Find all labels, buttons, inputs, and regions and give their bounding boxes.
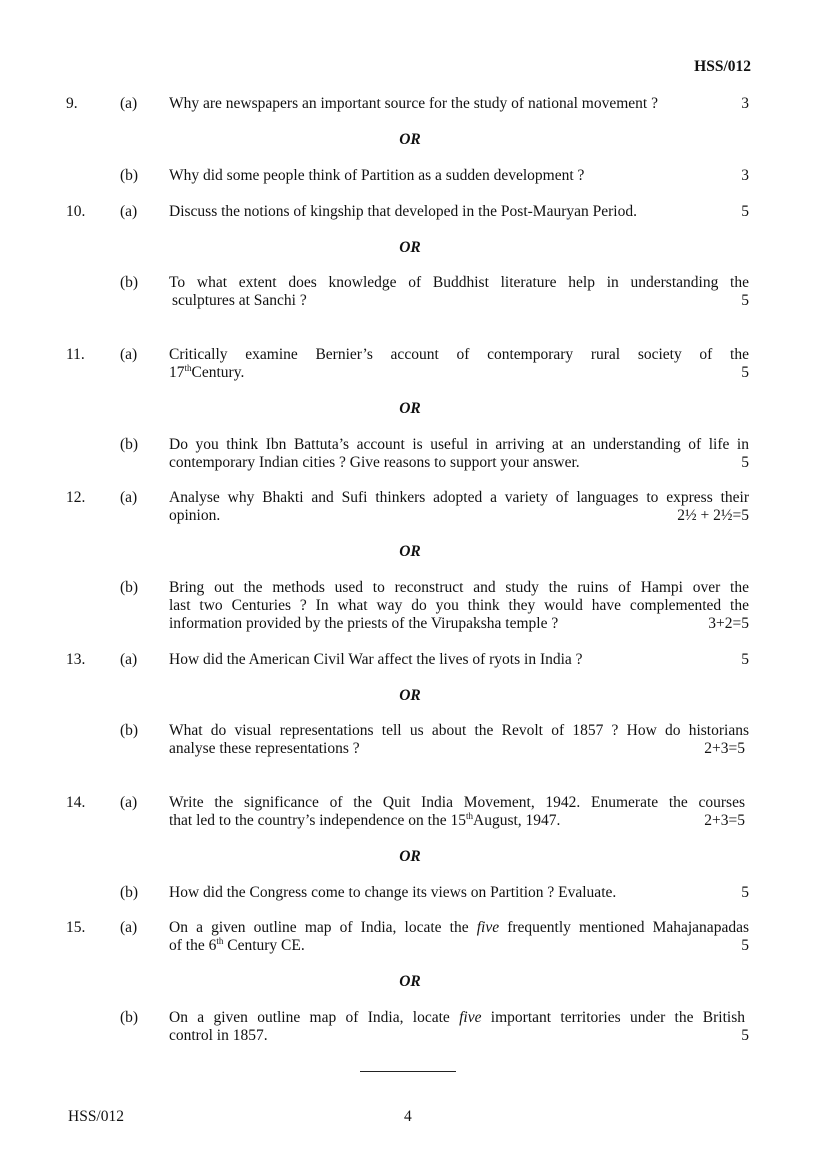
or-separator: OR xyxy=(399,543,421,560)
part-label: (a) xyxy=(120,489,138,506)
or-separator: OR xyxy=(399,239,421,256)
footer-paper-code: HSS/012 xyxy=(68,1108,124,1125)
part-label: (a) xyxy=(120,203,138,220)
question-text: Do you think Ibn Battuta’s account is useful in arriving at an understanding of life in xyxy=(169,436,749,453)
marks: 3 xyxy=(741,167,749,184)
question-text: Critically examine Bernier’s account of contemporary rural society of the xyxy=(169,346,749,363)
question-number: 11. xyxy=(66,346,85,363)
part-label: (b) xyxy=(120,579,139,596)
question-text: On a given outline map of India, locate five important territories under the British xyxy=(169,1009,745,1026)
marks: 5 xyxy=(741,651,749,668)
part-label: (a) xyxy=(120,919,138,936)
question-text: To what extent does knowledge of Buddhist literature help in understanding the xyxy=(169,274,749,291)
question-number: 9. xyxy=(66,95,78,112)
question-text: On a given outline map of India, locate the five frequently mentioned Mahajanapadas xyxy=(169,919,749,936)
question-text: How did the Congress come to change its views on Partition ? Evaluate. xyxy=(169,884,617,901)
question-number: 12. xyxy=(66,489,86,506)
marks: 5 xyxy=(741,364,749,381)
header-paper-code: HSS/012 xyxy=(694,58,751,75)
part-label: (b) xyxy=(120,1009,139,1026)
marks: 3+2=5 xyxy=(708,615,749,632)
question-text: Analyse why Bhakti and Sufi thinkers adopted a variety of languages to express their xyxy=(169,489,749,506)
part-label: (a) xyxy=(120,794,138,811)
marks: 5 xyxy=(741,454,749,471)
marks: 2+3=5 xyxy=(704,812,745,829)
marks: 5 xyxy=(741,937,749,954)
marks: 5 xyxy=(741,1027,749,1044)
marks: 5 xyxy=(741,203,749,220)
part-label: (a) xyxy=(120,651,138,668)
part-label: (b) xyxy=(120,436,139,453)
end-of-paper-rule xyxy=(360,1071,456,1072)
or-separator: OR xyxy=(399,848,421,865)
or-separator: OR xyxy=(399,687,421,704)
marks: 3 xyxy=(741,95,749,112)
question-text: How did the American Civil War affect the lives of ryots in India ? xyxy=(169,651,583,668)
question-text: Bring out the methods used to reconstruct and study the ruins of Hampi over the xyxy=(169,579,749,596)
marks: 5 xyxy=(741,884,749,901)
question-number: 14. xyxy=(66,794,86,811)
part-label: (b) xyxy=(120,884,139,901)
or-separator: OR xyxy=(399,973,421,990)
question-text: What do visual representations tell us about the Revolt of 1857 ? How do historians xyxy=(169,722,749,739)
question-number: 15. xyxy=(66,919,86,936)
part-label: (a) xyxy=(120,346,138,363)
part-label: (a) xyxy=(120,95,138,112)
page-number: 4 xyxy=(404,1108,412,1125)
question-text: Why did some people think of Partition as a sudden development ? xyxy=(169,167,585,184)
question-text: Discuss the notions of kingship that developed in the Post-Mauryan Period. xyxy=(169,203,637,220)
part-label: (b) xyxy=(120,722,139,739)
marks: 2+3=5 xyxy=(704,740,745,757)
question-text: Write the significance of the Quit India Movement, 1942. Enumerate the courses xyxy=(169,794,745,811)
question-text: Why are newspapers an important source for the study of national movement ? xyxy=(169,95,658,112)
question-number: 13. xyxy=(66,651,86,668)
or-separator: OR xyxy=(399,131,421,148)
or-separator: OR xyxy=(399,400,421,417)
marks: 5 xyxy=(741,292,749,309)
part-label: (b) xyxy=(120,274,139,291)
marks: 2½ + 2½=5 xyxy=(677,507,749,524)
question-number: 10. xyxy=(66,203,86,220)
part-label: (b) xyxy=(120,167,139,184)
